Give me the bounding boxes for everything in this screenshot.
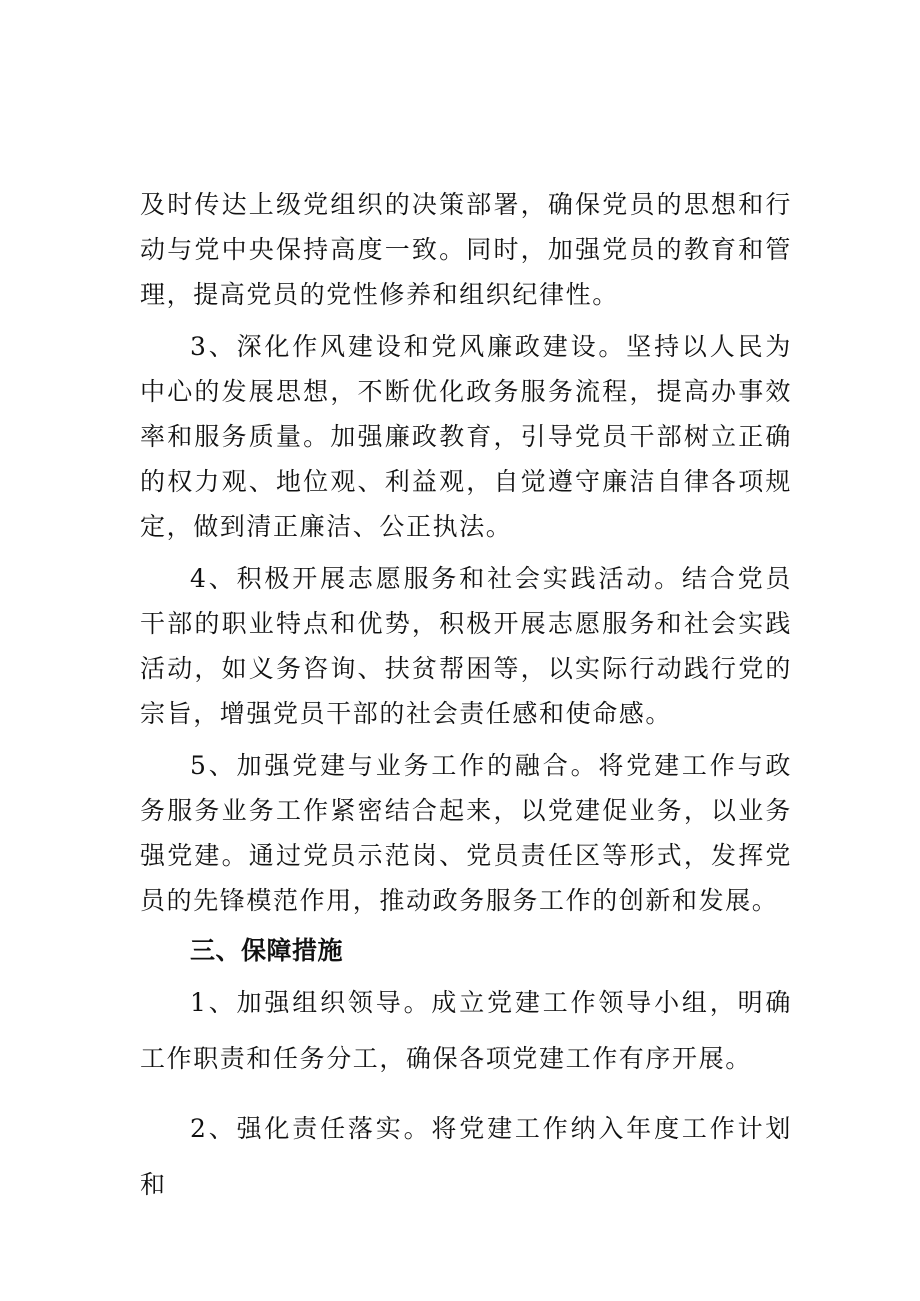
section-heading: 三、保障措施	[190, 936, 344, 965]
document-page	[140, 182, 792, 1213]
paragraph-continuation: 及时传达上级党组织的决策部署，确保党员的思想和行动与党中央保持高度一致。同时，加强党员的教育和管理，提高党员的党性修养和组织纪律性。	[140, 190, 792, 309]
measure-item-2: 2、强化责任落实。将党建工作纳入年度工作计划和	[140, 1114, 792, 1199]
paragraph-item-3: 3、深化作风建设和党风廉政建设。坚持以人民为中心的发展思想，不断优化政务服务流程，提高办事效率和服务质量。加强廉政教育，引导党员干部树立正确的权力观、地位观、利益观，自觉遵守廉洁自律各项规定，做到清正廉洁、公正执法。	[140, 332, 792, 541]
measure-item-1: 1、加强组织领导。成立党建工作领导小组，明确工作职责和任务分工，确保各项党建工作有序开展。	[140, 988, 792, 1073]
paragraph-item-4: 4、积极开展志愿服务和社会实践活动。结合党员干部的职业特点和优势，积极开展志愿服务和社会实践活动，如义务咨询、扶贫帮困等，以实际行动践行党的宗旨，增强党员干部的社会责任感和使命感。	[140, 564, 792, 728]
paragraph-item-5: 5、加强党建与业务工作的融合。将党建工作与政务服务业务工作紧密结合起来，以党建促业务，以业务强党建。通过党员示范岗、党员责任区等形式，发挥党员的先锋模范作用，推动政务服务工作的创新和发展。	[140, 751, 792, 915]
